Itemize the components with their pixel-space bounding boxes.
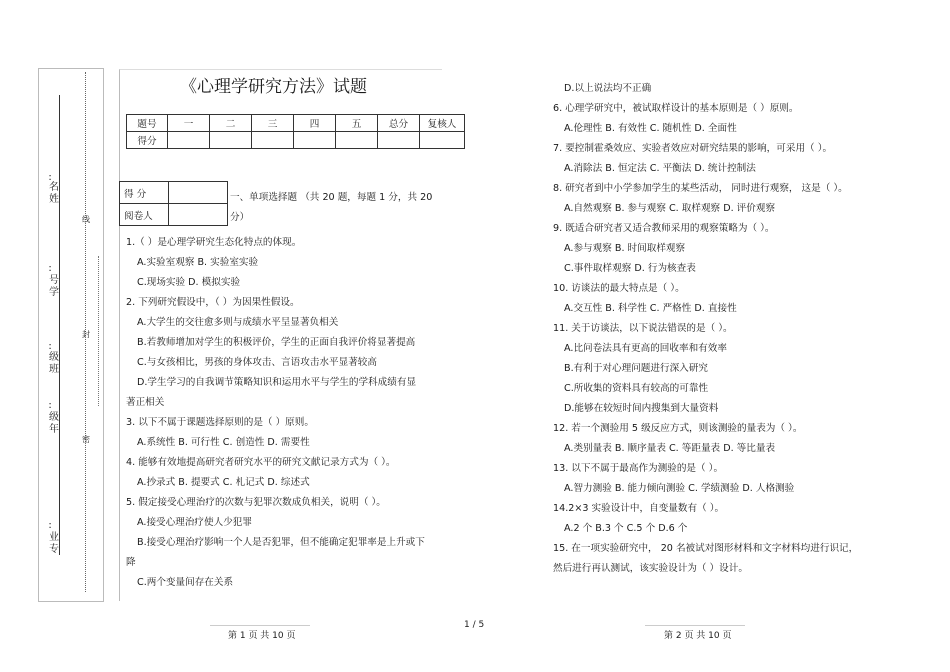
option-line: A.接受心理治疗使人少犯罪 xyxy=(137,517,252,528)
question-line: 13. 以下不属于最高作为测验的是（ ）。 xyxy=(553,463,724,474)
option-line: A.比问卷法具有更高的回收率和有效率 xyxy=(564,343,727,354)
score-table-header: 四 xyxy=(294,115,336,132)
page-indicator: 1 / 5 xyxy=(464,620,485,630)
section-heading-cont: 分） xyxy=(230,212,250,223)
binding-label: 姓 xyxy=(49,194,59,205)
option-line: A.消除法 B. 恒定法 C. 平衡法 D. 统计控制法 xyxy=(564,163,756,174)
exam-title: 《心理学研究方法》试题 xyxy=(180,77,367,97)
binding-colon: : xyxy=(48,520,52,531)
option-line: C.事件取样观察 D. 行为核查表 xyxy=(564,263,696,274)
score-cell xyxy=(336,132,378,149)
seal-char-secret: 密 xyxy=(82,435,90,444)
option-line: B.有利于对心理问题进行深入研究 xyxy=(564,363,708,374)
score-table-header: 总分 xyxy=(378,115,420,132)
question-line: 4. 能够有效地提高研究者研究水平的研究文献记录方式为（ ）。 xyxy=(126,457,396,468)
option-line: C.现场实验 D. 模拟实验 xyxy=(137,277,241,288)
footer-rule-right xyxy=(645,625,745,626)
score-table-header: 二 xyxy=(210,115,252,132)
option-line: D.以上说法均不正确 xyxy=(564,83,652,94)
option-line: B.接受心理治疗影响一个人是否犯罪，但不能确定犯罪率是上升或下 xyxy=(137,537,425,548)
option-line: C.所收集的资料具有较高的可靠性 xyxy=(564,383,709,394)
page-footer-right: 第 2 页 共 10 页 xyxy=(664,631,732,641)
question-line: 7. 要控制霍桑效应、实验者效应对研究结果的影响，可采用（ ）。 xyxy=(553,143,833,154)
score-table-header: 五 xyxy=(336,115,378,132)
grader-reviewer-cell xyxy=(169,204,228,226)
seal-char-seal: 封 xyxy=(82,330,90,339)
grader-score-cell xyxy=(169,182,228,204)
question-line: 14.2×3 实验设计中，自变量数有（ ）。 xyxy=(553,503,725,514)
binding-strip-dotted-line-2 xyxy=(98,256,99,406)
option-line-cont: 著正相关 xyxy=(126,397,165,408)
binding-label: 业 xyxy=(49,532,59,543)
option-line: A.类别量表 B. 顺序量表 C. 等距量表 D. 等比量表 xyxy=(564,443,776,454)
grader-table xyxy=(119,181,228,226)
score-table-header: 复核人 xyxy=(420,115,465,132)
score-cell xyxy=(378,132,420,149)
score-table-header: 三 xyxy=(252,115,294,132)
option-line: A.2 个 B.3 个 C.5 个 D.6 个 xyxy=(564,523,688,534)
option-line: A.伦理性 B. 有效性 C. 随机性 D. 全面性 xyxy=(564,123,737,134)
question-line: 2. 下列研究假设中，（ ）为因果性假设。 xyxy=(126,297,300,308)
option-line: A.大学生的交往愈多则与成绩水平呈显著负相关 xyxy=(137,317,339,328)
question-line: 12. 若一个测验用 5 级反应方式，则该测验的量表为（ ）。 xyxy=(553,423,803,434)
binding-colon: : xyxy=(48,341,52,352)
binding-colon: : xyxy=(48,263,52,274)
footer-rule-left xyxy=(210,625,310,626)
question-line: 5. 假定接受心理治疗的次数与犯罪次数成负相关，说明（ ）。 xyxy=(126,497,386,508)
binding-label: 专 xyxy=(49,544,59,555)
score-cell xyxy=(420,132,465,149)
binding-label: 名 xyxy=(49,182,59,193)
grader-reviewer-label: 阅卷人 xyxy=(120,204,169,226)
page-footer-left: 第 1 页 共 10 页 xyxy=(228,631,296,641)
option-line: A.交互性 B. 科学性 C. 严格性 D. 直接性 xyxy=(564,303,737,314)
option-line: A.自然观察 B. 参与观察 C. 取样观察 D. 评价观察 xyxy=(564,203,776,214)
binding-label: 级 xyxy=(49,412,59,423)
score-cell xyxy=(168,132,210,149)
binding-label: 学 xyxy=(49,287,59,298)
binding-colon: : xyxy=(48,400,52,411)
option-line: A.抄录式 B. 提要式 C. 札记式 D. 综述式 xyxy=(137,477,310,488)
score-table-row-label: 得分 xyxy=(127,132,168,149)
question-line: 1.（ ）是心理学研究生态化特点的体现。 xyxy=(126,237,302,248)
binding-strip-line xyxy=(59,95,60,555)
option-line: C.两个变量间存在关系 xyxy=(137,577,234,588)
question-line: 11. 关于访谈法，以下说法错误的是（ ）。 xyxy=(553,323,733,334)
option-line: A.实验室观察 B. 实验室实验 xyxy=(137,257,259,268)
seal-char-line: 线 xyxy=(82,215,90,224)
question-line: 3. 以下不属于课题选择原则的是（ ）原则。 xyxy=(126,417,314,428)
score-table xyxy=(126,114,465,149)
score-cell xyxy=(210,132,252,149)
option-line: A.系统性 B. 可行性 C. 创造性 D. 需要性 xyxy=(137,437,310,448)
option-line: A.参与观察 B. 时间取样观察 xyxy=(564,243,686,254)
score-table-header: 一 xyxy=(168,115,210,132)
option-line: A.智力测验 B. 能力倾向测验 C. 学绩测验 D. 人格测验 xyxy=(564,483,795,494)
binding-label: 年 xyxy=(49,424,59,435)
question-line: 9. 既适合研究者又适合教师采用的观察策略为（ ）。 xyxy=(553,223,775,234)
option-line-cont: 降 xyxy=(126,557,136,568)
question-line-cont: 然后进行再认测试，该实验设计为（ ）设计。 xyxy=(553,563,748,574)
option-line: D.能够在较短时间内搜集到大量资料 xyxy=(564,403,719,414)
section-heading: 一、单项选择题 （共 20 题，每题 1 分，共 20 xyxy=(230,192,433,203)
option-line: D.学生学习的自我调节策略知识和运用水平与学生的学科成绩有显 xyxy=(137,377,417,388)
option-line: C.与女孩相比，男孩的身体攻击、言语攻击水平显著较高 xyxy=(137,357,377,368)
score-table-header: 题号 xyxy=(127,115,168,132)
score-cell xyxy=(294,132,336,149)
question-line: 15. 在一项实验研究中， 20 名被试对图形材料和文字材料均进行识记， xyxy=(553,543,859,554)
option-line: B.若教师增加对学生的积极评价，学生的正面自我评价将显著提高 xyxy=(137,337,416,348)
binding-label: 级 xyxy=(49,352,59,363)
score-cell xyxy=(252,132,294,149)
question-line: 10. 访谈法的最大特点是（ ）。 xyxy=(553,283,685,294)
binding-colon: : xyxy=(48,172,52,183)
binding-label: 号 xyxy=(49,275,59,286)
question-line: 6. 心理学研究中，被试取样设计的基本原则是（ ）原则。 xyxy=(553,103,799,114)
question-line: 8. 研究者到中小学参加学生的某些活动， 同时进行观察， 这是（ ）。 xyxy=(553,183,848,194)
binding-label: 班 xyxy=(49,364,59,375)
grader-score-label: 得 分 xyxy=(120,182,169,204)
